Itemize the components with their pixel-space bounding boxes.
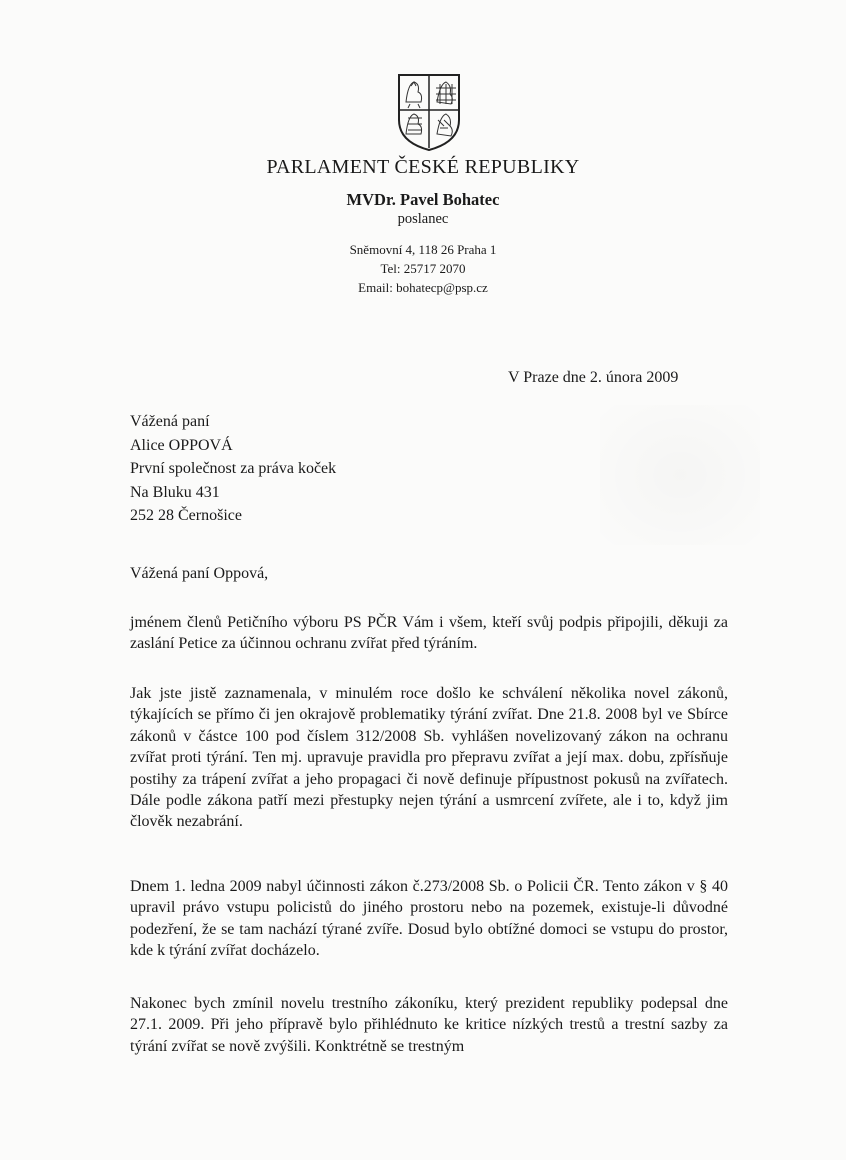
recipient-greeting-line: Vážená paní bbox=[130, 413, 210, 430]
salutation: Vážená paní Oppová, bbox=[130, 565, 269, 582]
sender-name: MVDr. Pavel Bohatec bbox=[346, 190, 500, 209]
sender-email: Email: bohatecp@psp.cz bbox=[358, 280, 488, 295]
organization-title: PARLAMENT ČESKÉ REPUBLIKY bbox=[266, 156, 580, 178]
recipient-city: 252 28 Černošice bbox=[130, 507, 242, 524]
recipient-name: Alice OPPOVÁ bbox=[130, 436, 233, 454]
recipient-street: Na Bluku 431 bbox=[130, 483, 220, 501]
sender-role: poslanec bbox=[397, 211, 449, 227]
body-paragraph: jménem členů Petičního výboru PS PČR Vám i všem, kteří svůj podpis připojili, děkuji za zaslání Petice za účinnou ochranu zvířat před týráním. bbox=[130, 614, 728, 653]
scan-smudge bbox=[600, 405, 760, 545]
recipient-organization: První společnost za práva koček bbox=[130, 460, 337, 477]
sender-contact bbox=[0, 240, 846, 297]
state-coat-of-arms-icon bbox=[396, 72, 462, 152]
body-paragraph: Dnem 1. ledna 2009 nabyl účinnosti zákon č.273/2008 Sb. o Policii ČR. Tento zákon v § 40 upravil právo vstupu policistů do jiného prostoru nebo na pozemek, existuje-li důvodné podezření, že se tam nachází týrané zvíře. Dosud bylo obtížné domoci se vstupu do prostor, kde k týrání zvířat docházelo. bbox=[130, 878, 728, 960]
letter-date: V Praze dne 2. února 2009 bbox=[508, 369, 679, 386]
body-paragraph: Nakonec bych zmínil novelu trestního zákoníku, který prezident republiky podepsal dne 27.1. 2009. Při jeho přípravě bylo přihlédnuto ke kritice nízkých trestů a trestní sazby za týrání zvířat se nově zvýšili. Konktrétně se trestným bbox=[130, 995, 728, 1055]
sender-address: Sněmovní 4, 118 26 Praha 1 bbox=[349, 242, 497, 257]
sender-phone: Tel: 25717 2070 bbox=[380, 261, 466, 276]
body-paragraph: Jak jste jistě zaznamenala, v minulém roce došlo ke schválení několika novel zákonů, týkajících se přímo či jen okrajově problematiky týrání zvířat. Dne 21.8. 2008 byl ve Sbírce zákonů v částce 100 pod číslem 312/2008 Sb. vyhlášen novelizovaný zákon na ochranu zvířat proti týrání. Ten mj. upravuje pravidla pro přepravu zvířat a její max. dobu, zpřísňuje postihy za trápení zvířat a jeho propagaci či nově definuje přípustnost pokusů na zvířatech. Dále podle zákona patří mezi přestupky nejen týrání a usmrcení zvířete, ale i to, když jim člověk nezabrání. bbox=[130, 685, 728, 831]
recipient-block bbox=[130, 410, 336, 528]
